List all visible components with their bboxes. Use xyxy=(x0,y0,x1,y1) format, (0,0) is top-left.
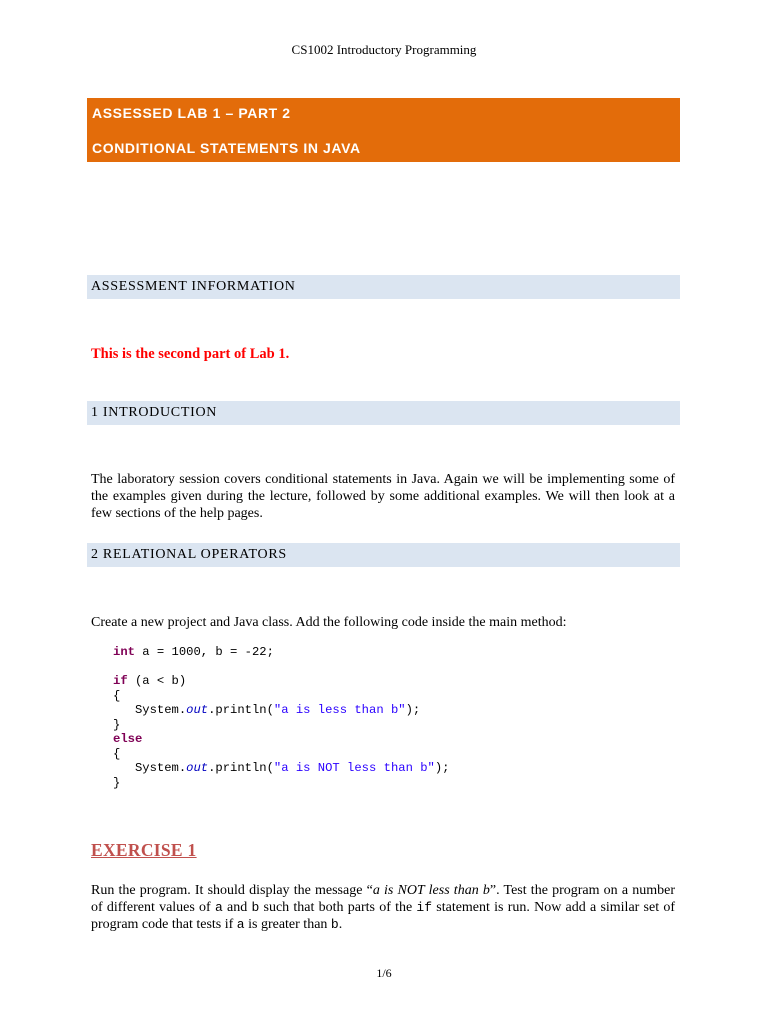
code-line xyxy=(113,776,449,791)
code-keyword: if xyxy=(113,674,128,688)
exercise-quoted-message: a is NOT less than b xyxy=(372,883,490,898)
code-block xyxy=(113,645,449,790)
inline-code: b xyxy=(330,917,339,932)
code-line xyxy=(113,718,449,733)
code-line xyxy=(113,645,449,660)
code-text: } xyxy=(113,717,121,732)
code-string: "a is NOT less than b" xyxy=(273,761,435,775)
lab-subtitle: CONDITIONAL STATEMENTS IN JAVA xyxy=(92,140,361,156)
code-keyword: int xyxy=(113,645,135,659)
section-heading-relational-operators: 2 RELATIONAL OPERATORS xyxy=(87,543,680,567)
exercise-text: statement is run. Now add a similar set of program code that tests if xyxy=(91,900,676,932)
title-banner xyxy=(87,98,680,162)
section-heading-introduction: 1 INTRODUCTION xyxy=(87,401,680,425)
code-text: ); xyxy=(405,703,421,717)
exercise-text: Run the program. It should display the message “ xyxy=(91,883,373,898)
relational-intro-paragraph: Create a new project and Java class. Add the following code inside the main method: xyxy=(91,615,567,630)
code-text: { xyxy=(113,688,121,703)
code-field: out xyxy=(186,703,209,717)
lab-title: ASSESSED LAB 1 – PART 2 xyxy=(92,105,291,121)
code-line xyxy=(113,732,449,747)
code-string: "a is less than b" xyxy=(273,703,406,717)
code-line-blank xyxy=(113,660,449,675)
code-keyword: else xyxy=(113,732,143,746)
inline-code: if xyxy=(416,900,433,915)
exercise-paragraph xyxy=(91,882,675,933)
introduction-paragraph: The laboratory session covers conditional statements in Java. Again we will be implementing some of the examples given during the lecture, followed by some additional examples. We will then look at a few sections of the help pages. xyxy=(91,472,675,521)
code-text: a = 1000, b = -22; xyxy=(134,645,274,659)
section-heading-assessment: ASSESSMENT INFORMATION xyxy=(87,275,680,299)
code-text: .println( xyxy=(208,761,274,775)
code-line xyxy=(113,674,449,689)
code-text: System. xyxy=(113,761,187,775)
exercise-text: ”. Test the program on a number of different values of xyxy=(91,883,675,915)
page-number: 1/6 xyxy=(376,966,392,980)
code-text: System. xyxy=(113,703,187,717)
exercise-text: . xyxy=(338,917,343,932)
code-text: ); xyxy=(434,761,450,775)
code-line xyxy=(113,747,449,762)
code-text: (a < b) xyxy=(127,674,187,688)
exercise-heading: EXERCISE 1 xyxy=(91,840,197,860)
running-header: CS1002 Introductory Programming xyxy=(291,42,477,57)
code-text: .println( xyxy=(208,703,274,717)
exercise-text: is greater than xyxy=(244,917,331,932)
exercise-text: and xyxy=(222,900,252,915)
code-text: } xyxy=(113,775,121,790)
code-text: { xyxy=(113,746,121,761)
inline-code: a xyxy=(236,917,245,932)
code-line xyxy=(113,689,449,704)
code-line xyxy=(113,761,449,776)
inline-code: a xyxy=(214,900,223,915)
assessment-note: This is the second part of Lab 1. xyxy=(91,346,290,362)
code-line xyxy=(113,703,449,718)
exercise-text: such that both parts of the xyxy=(259,900,417,915)
inline-code: b xyxy=(251,900,260,915)
code-field: out xyxy=(186,761,209,775)
